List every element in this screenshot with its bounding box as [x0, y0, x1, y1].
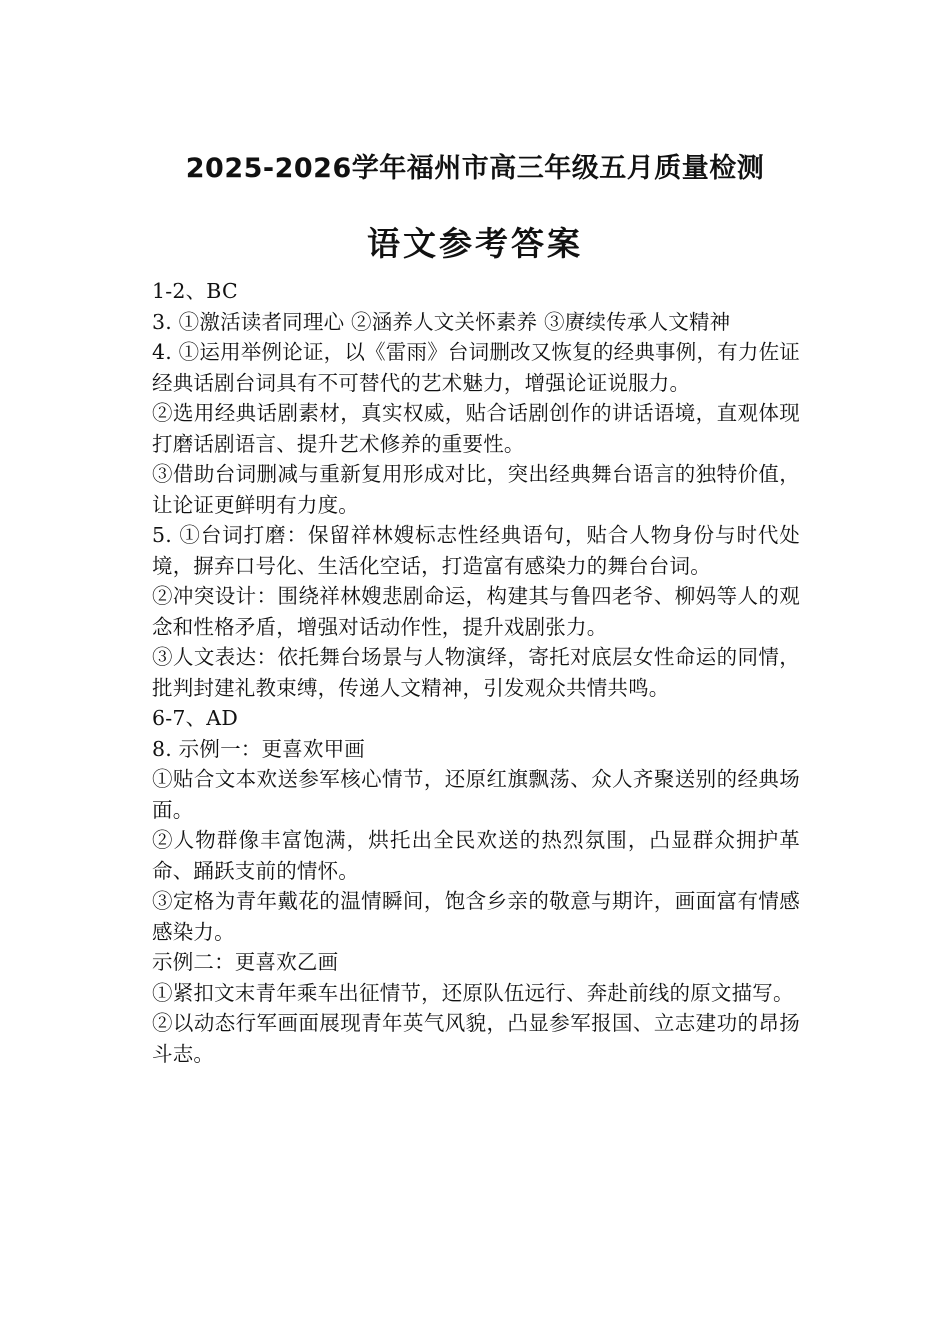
exam-title: 2025-2026学年福州市高三年级五月质量检测: [185, 153, 765, 184]
answer-line: 5. ①台词打磨：保留祥林嫂标志性经典语句，贴合人物身份与时代处境，摒弃口号化、生活化空话，打造富有感染力的舞台台词。: [152, 523, 800, 578]
answer-line: 8. 示例一：更喜欢甲画: [152, 736, 365, 761]
answer-line: 6-7、AD: [152, 706, 238, 730]
answer-line: ②选用经典话剧素材，真实权威，贴合话剧创作的讲话语境，直观体现打磨话剧语言、提升艺术修养的重要性。: [152, 401, 800, 456]
answer-key-heading: 语文参考答案: [367, 224, 583, 263]
answer-body: [152, 276, 800, 1069]
answer-line: ②冲突设计：围绕祥林嫂悲剧命运，构建其与鲁四老爷、柳妈等人的观念和性格矛盾，增强对话动作性，提升戏剧张力。: [152, 584, 800, 639]
answer-line: ①贴合文本欢送参军核心情节，还原红旗飘荡、众人齐聚送别的经典场面。: [152, 767, 800, 822]
answer-line: ②以动态行军画面展现青年英气风貌，凸显参军报国、立志建功的昂扬斗志。: [152, 1011, 800, 1066]
answer-line: 4. ①运用举例论证，以《雷雨》台词删改又恢复的经典事例，有力佐证经典话剧台词具有不可替代的艺术魅力，增强论证说服力。: [152, 340, 800, 395]
answer-line: 示例二：更喜欢乙画: [152, 950, 339, 974]
answer-line: ③借助台词删减与重新复用形成对比，突出经典舞台语言的独特价值，让论证更鲜明有力度。: [152, 462, 800, 517]
answer-line: ②人物群像丰富饱满，烘托出全民欢送的热烈氛围，凸显群众拥护革命、踊跃支前的情怀。: [152, 828, 800, 883]
answer-line: ③人文表达：依托舞台场景与人物演绎，寄托对底层女性命运的同情，批判封建礼教束缚，传递人文精神，引发观众共情共鸣。: [152, 645, 800, 700]
answer-line: ①紧扣文末青年乘车出征情节，还原队伍远行、奔赴前线的原文描写。: [152, 980, 794, 1005]
answer-line: ③定格为青年戴花的温情瞬间，饱含乡亲的敬意与期许，画面富有情感感染力。: [152, 889, 800, 944]
answer-line: 3. ①激活读者同理心 ②涵养人文关怀素养 ③赓续传承人文精神: [152, 309, 731, 334]
answer-line: 1-2、BC: [152, 279, 238, 303]
